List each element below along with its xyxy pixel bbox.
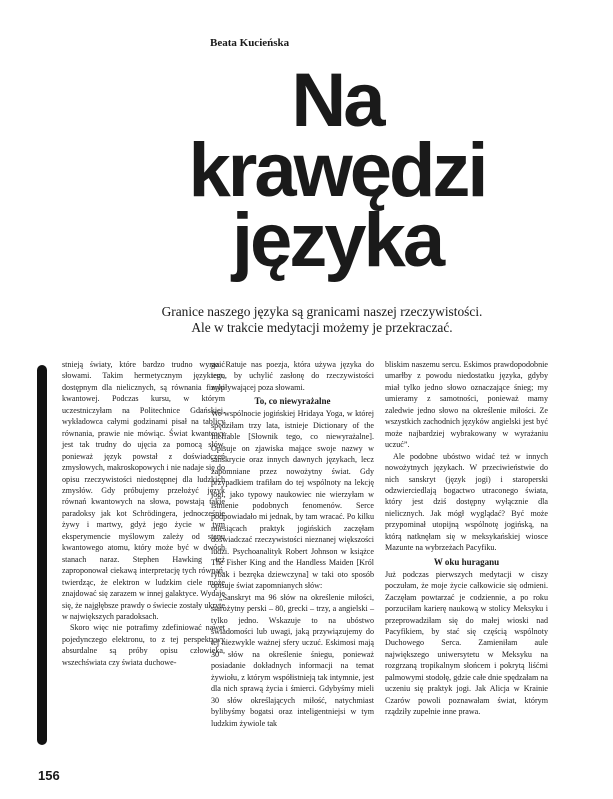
paragraph: go. Ratuje nas poezja, która używa języka do tego, by uchylić zasłonę do rzeczywistości wypływającej poza słowami. (211, 360, 374, 392)
section-heading: To, co niewyrażalne (254, 396, 331, 407)
paragraph: Już podczas pierwszych medytacji w ciszy poczułam, że moje życie całkowicie się odmieni. Zaczęłam powtarzać je codziennie, a po roku porzuciłam karierę naukową w stolicy Meksyku i przeprowadziłam się do małej wioski nad Pacyfikiem, by stać się częścią wspólnoty Duchowego Serca. Zamieniłam aule największego uniwersytetu w Meksyku na rozgrzaną tropikalnym słońcem i pokrytą liśćmi palmowymi stodołę, gdzie całe dnie spędzałam na uczeniu się praktyk jogi. Jak Alicja w Krainie Czarów powoli poznawałam świat, którym rządziły zupełnie inne prawa. (385, 569, 548, 717)
decorative-initial-bar (37, 365, 47, 745)
paragraph: bliskim naszemu sercu. Eskimos prawdopodobnie umarłby z powodu niedostatku języka, gdyby miał tylko jedno słowo oznaczające śnieg; my umieramy z samotności, ponieważ mamy zaledwie jedno słowo na określenie miłości. Ze wszystkich zachodnich języków angielski jest być może najbardziej wybrakowany w wyrażaniu uczuć”. (385, 360, 548, 450)
author-byline: Beata Kucieńska (210, 37, 290, 49)
page-number: 156 (38, 768, 60, 783)
section-heading: W oku huraganu (433, 556, 500, 567)
title-line-3: języka (231, 198, 443, 283)
title-line-1: Na (291, 58, 383, 143)
article-title (172, 58, 502, 283)
paragraph: Skoro więc nie potrafimy zdefiniować nawet pojedynczego elektronu, to z tej perspektywy absurdalne są próby opisu człowieka, wszechświata czy świata duchowe- (62, 623, 225, 667)
lede (92, 304, 552, 336)
paragraph: Ale podobne ubóstwo widać też w innych nowożytnych językach. W przeciwieństwie do nich sanskryt (język jogi) i staroperski odzwierciedlają bogactwo utraconego świata, który jest dziś dostępny wyłącznie dla nielicznych. Jak mógł wyglądać? Być może przypominał utopijną wspólnotę jogińską, na którą natknęłam się w meksykańskiej wiosce Mazunte na wybrzeżach Pacyfiku. (385, 451, 548, 553)
body-column-3 (385, 359, 548, 718)
lede-line-2: Ale w trakcie medytacji możemy je przekraczać. (191, 320, 453, 335)
lede-line-1: Granice naszego języka są granicami naszej rzeczywistości. (161, 304, 483, 319)
paragraph: stnieją światy, które bardzo trudno wyrazić słowami. Takim hermetycznym językiem, dostępnym dla nielicznych, są równania fizyki kwantowej. Podczas kursu, w którym uczestniczyłam na Politechnice Gdańskiej, wykładowca całymi godzinami pisał na tablicy równania, prawie nie mówiąc. Świat kwantowy jest tak trudny do ujęcia za pomocą słów, ponieważ język powstał z doświadczeń zmysłowych, makroskopowych i nie nadaje się do opisu rzeczywistości niedostępnej dla ludzkich zmysłów. Gdy próbujemy przełożyć język równań kwantowych na słowa, powstają takie paradoksy jak kot Schrödingera, jednocześnie żywy i martwy, gdyż jego życie w tym eksperymencie myślowym zależy od stanu kwantowego atomu, który może być w dwóch stanach naraz. Stephen Hawking też zaproponował ciekawą interpretację tych równań, twierdząc, że elektron w ludzkim ciele może znajdować się zarazem w innej galaktyce. Wydaje się, że najgłębsze prawdy o świecie zostały ukryte w największych paradoksach. (62, 360, 225, 621)
body-column-2 (211, 359, 374, 729)
body-column-1 (62, 359, 225, 668)
paragraph: We wspólnocie jogińskiej Hridaya Yoga, w której spędziłam trzy lata, istnieje Dictionary of the Ineffable [Słownik tego, co niewyrażalne]. Opisuje on zjawiska mające swoje nazwy w sanskrycie oraz innych dawnych językach, lecz zapomniane przez nowożytny świat. Gdy przypadkiem trafiłam do tej wspólnoty na lekcję jogi, jako typowy naukowiec nie wierzyłam w istnienie podobnych fenomenów. Serce podpowiadało mi jednak, by tam wracać. Po kilku miesiącach praktyk jogińskich zaczęłam doświadczać rzeczywistości nieznanej większości ludzi. Psychoanalityk Robert Johnson w książce The Fisher King and the Handless Maiden [Król rybak i bezręka dziewczyna] w taki oto sposób opisuje świat zapomnianych słów: (211, 409, 374, 591)
title-line-2: krawędzi (188, 128, 486, 213)
quote-paragraph: „Sanskryt ma 96 słów na określenie miłości, starożytny perski – 80, grecki – trzy, a angielski – tylko jedno. Wskazuje to na ubóstwo świadomości lub uwagi, jaką przywiązujemy do tej niezwykle ważnej sfery uczuć. Eskimosi mają 30 słów na określenie śniegu, ponieważ posiadanie dokładnych informacji na temat żywiołu, z którym współistnieją tak intymnie, jest dla nich sprawą życia i śmierci. Gdybyśmy mieli 30 słów określających miłość, natychmiast bylibyśmy bogatsi oraz inteligentniejsi w tym ludzkim żywiole tak (211, 592, 374, 728)
